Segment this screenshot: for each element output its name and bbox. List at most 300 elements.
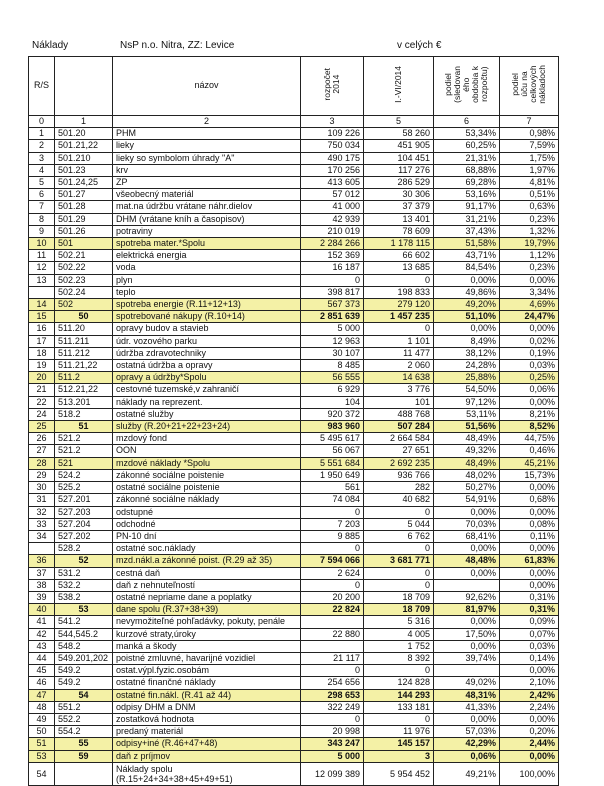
budget-value: 298 653 <box>301 689 364 701</box>
row-number: 51 <box>29 738 55 750</box>
ratio-value: 49,20% <box>434 299 500 311</box>
item-name: cestná daň <box>113 567 301 579</box>
account-code: 549.201,202 <box>55 652 113 664</box>
share-value: 2,24% <box>500 701 559 713</box>
table-row <box>29 177 559 189</box>
item-name: spotreba mater.*Spolu <box>113 238 301 250</box>
budget-value: 104 <box>301 396 364 408</box>
ratio-value: 81,97% <box>434 604 500 616</box>
share-value: 1,12% <box>500 250 559 262</box>
table-row <box>29 396 559 408</box>
row-number: 34 <box>29 530 55 542</box>
item-name: mzdový fond <box>113 433 301 445</box>
account-code: 549.2 <box>55 677 113 689</box>
ratio-value: 43,71% <box>434 250 500 262</box>
actual-value: 0 <box>364 543 434 555</box>
table-row <box>29 604 559 616</box>
account-code: 501.23 <box>55 164 113 176</box>
actual-value: 286 529 <box>364 177 434 189</box>
row-number: 45 <box>29 665 55 677</box>
budget-value: 210 019 <box>301 225 364 237</box>
item-name: nevymožiteľné pohľadávky, pokuty, penále <box>113 616 301 628</box>
row-number: 13 <box>29 274 55 286</box>
share-value: 45,21% <box>500 457 559 469</box>
actual-value: 1 101 <box>364 335 434 347</box>
actual-value: 5 044 <box>364 518 434 530</box>
ratio-value: 0,00% <box>434 506 500 518</box>
ratio-value: 41,33% <box>434 701 500 713</box>
col-header-budget: rozpočet 2014 <box>301 57 364 116</box>
account-code: 531.2 <box>55 567 113 579</box>
col-header-ratio: podiel (sledovan ého obdobia k rozpočtu) <box>434 57 500 116</box>
row-number: 1 <box>29 128 55 140</box>
row-number: 26 <box>29 433 55 445</box>
item-name: poistné zmluvné, havarijné vozidiel <box>113 652 301 664</box>
table-row <box>29 665 559 677</box>
budget-value: 152 369 <box>301 250 364 262</box>
account-code: 511.20 <box>55 323 113 335</box>
item-name: služby (R.20+21+22+23+24) <box>113 421 301 433</box>
item-name: daň z nehnuteľností <box>113 579 301 591</box>
col-header-account <box>55 57 113 116</box>
row-number: 54 <box>29 762 55 785</box>
budget-value <box>301 640 364 652</box>
ratio-value: 42,29% <box>434 738 500 750</box>
item-name: spotrebované nákupy (R.10+14) <box>113 311 301 323</box>
table-row <box>29 213 559 225</box>
account-code: 53 <box>55 604 113 616</box>
table-row <box>29 738 559 750</box>
item-name: krv <box>113 164 301 176</box>
item-name: ostatné nepriame dane a poplatky <box>113 591 301 603</box>
actual-value: 27 651 <box>364 445 434 457</box>
account-code: 51 <box>55 421 113 433</box>
account-code: 501.27 <box>55 189 113 201</box>
row-number: 7 <box>29 201 55 213</box>
row-number: 48 <box>29 701 55 713</box>
table-row <box>29 408 559 420</box>
budget-value: 20 200 <box>301 591 364 603</box>
account-code: 511.2 <box>55 372 113 384</box>
account-code: 524.2 <box>55 469 113 481</box>
row-number: 42 <box>29 628 55 640</box>
table-row <box>29 323 559 335</box>
item-name: plyn <box>113 274 301 286</box>
item-name: ostatné služby <box>113 408 301 420</box>
item-name: voda <box>113 262 301 274</box>
ratio-value: 97,12% <box>434 396 500 408</box>
ratio-value: 53,34% <box>434 128 500 140</box>
table-row <box>29 506 559 518</box>
actual-value: 282 <box>364 482 434 494</box>
row-number <box>29 286 55 298</box>
account-code: 513.201 <box>55 396 113 408</box>
ratio-value: 48,49% <box>434 433 500 445</box>
table-row <box>29 640 559 652</box>
table-row <box>29 482 559 494</box>
item-name: náklady na reprezent. <box>113 396 301 408</box>
ratio-value <box>434 665 500 677</box>
table-row <box>29 628 559 640</box>
row-number: 8 <box>29 213 55 225</box>
ratio-value: 84,54% <box>434 262 500 274</box>
share-value: 0,14% <box>500 652 559 664</box>
share-value: 4,69% <box>500 299 559 311</box>
ratio-value: 38,12% <box>434 347 500 359</box>
actual-value: 0 <box>364 567 434 579</box>
organization-label: NsP n.o. Nitra, ZZ: Levice <box>120 40 235 51</box>
budget-value: 56 555 <box>301 372 364 384</box>
account-code: 527.201 <box>55 494 113 506</box>
item-name: ostatná údržba a opravy <box>113 360 301 372</box>
actual-value: 3 776 <box>364 384 434 396</box>
row-number: 29 <box>29 469 55 481</box>
row-number: 32 <box>29 506 55 518</box>
table-row <box>29 384 559 396</box>
item-name: odchodné <box>113 518 301 530</box>
item-name: PN-10 dní <box>113 530 301 542</box>
budget-value: 170 256 <box>301 164 364 176</box>
actual-value: 488 768 <box>364 408 434 420</box>
share-value: 0,00% <box>500 396 559 408</box>
account-code: 501.26 <box>55 225 113 237</box>
ratio-value: 37,43% <box>434 225 500 237</box>
item-name: manká a škody <box>113 640 301 652</box>
budget-value: 74 084 <box>301 494 364 506</box>
row-number: 41 <box>29 616 55 628</box>
item-name: PHM <box>113 128 301 140</box>
share-value: 1,75% <box>500 152 559 164</box>
ratio-value: 49,21% <box>434 762 500 785</box>
actual-value: 11 976 <box>364 726 434 738</box>
ratio-value: 0,00% <box>434 713 500 725</box>
row-number: 17 <box>29 335 55 347</box>
item-name: kurzové straty,úroky <box>113 628 301 640</box>
budget-value: 1 950 649 <box>301 469 364 481</box>
table-row <box>29 457 559 469</box>
row-number: 10 <box>29 238 55 250</box>
account-code: 502 <box>55 299 113 311</box>
ratio-value: 70,03% <box>434 518 500 530</box>
actual-value: 0 <box>364 274 434 286</box>
actual-value: 124 828 <box>364 677 434 689</box>
account-code: 541.2 <box>55 616 113 628</box>
account-code: 554.2 <box>55 726 113 738</box>
item-name: odpisy DHM a DNM <box>113 701 301 713</box>
item-name: lieky so symbolom úhrady "A" <box>113 152 301 164</box>
budget-value: 2 624 <box>301 567 364 579</box>
row-number: 31 <box>29 494 55 506</box>
budget-value: 398 817 <box>301 286 364 298</box>
budget-value: 561 <box>301 482 364 494</box>
actual-value: 4 005 <box>364 628 434 640</box>
table-row <box>29 494 559 506</box>
budget-value: 8 485 <box>301 360 364 372</box>
row-number: 5 <box>29 177 55 189</box>
account-code: 502.24 <box>55 286 113 298</box>
row-number: 22 <box>29 396 55 408</box>
actual-value: 1 178 115 <box>364 238 434 250</box>
budget-value: 2 851 639 <box>301 311 364 323</box>
table-row <box>29 677 559 689</box>
budget-value: 41 000 <box>301 201 364 213</box>
budget-value: 12 963 <box>301 335 364 347</box>
row-number: 18 <box>29 347 55 359</box>
actual-value: 2 692 235 <box>364 457 434 469</box>
account-code: 501.29 <box>55 213 113 225</box>
account-code: 549.2 <box>55 665 113 677</box>
account-code: 502.23 <box>55 274 113 286</box>
ratio-value: 0,00% <box>434 543 500 555</box>
ratio-value: 51,56% <box>434 421 500 433</box>
ratio-value: 68,88% <box>434 164 500 176</box>
table-row <box>29 579 559 591</box>
table-row <box>29 530 559 542</box>
share-value: 0,03% <box>500 360 559 372</box>
col-header-actual: I.-VI/2014 <box>364 57 434 116</box>
account-code: 532.2 <box>55 579 113 591</box>
share-value: 0,03% <box>500 640 559 652</box>
row-number: 14 <box>29 299 55 311</box>
share-value: 8,52% <box>500 421 559 433</box>
budget-value: 983 960 <box>301 421 364 433</box>
row-number: 50 <box>29 726 55 738</box>
item-name: mzdové náklady *Spolu <box>113 457 301 469</box>
share-value: 4,81% <box>500 177 559 189</box>
share-value: 15,73% <box>500 469 559 481</box>
share-value: 0,00% <box>500 506 559 518</box>
row-number: 47 <box>29 689 55 701</box>
section-title: Náklady <box>32 40 69 51</box>
actual-value: 18 709 <box>364 591 434 603</box>
ratio-value: 49,86% <box>434 286 500 298</box>
row-number: 11 <box>29 250 55 262</box>
actual-value: 117 276 <box>364 164 434 176</box>
table-row <box>29 140 559 152</box>
share-value: 0,00% <box>500 713 559 725</box>
actual-value: 3 <box>364 750 434 762</box>
table-row <box>29 335 559 347</box>
account-code: 52 <box>55 555 113 567</box>
share-value: 0,00% <box>500 482 559 494</box>
table-row <box>29 128 559 140</box>
ratio-value: 0,00% <box>434 323 500 335</box>
table-row <box>29 360 559 372</box>
actual-value: 18 709 <box>364 604 434 616</box>
row-number: 9 <box>29 225 55 237</box>
actual-value: 14 638 <box>364 372 434 384</box>
item-name: DHM (vrátane kníh a časopisov) <box>113 213 301 225</box>
row-number: 3 <box>29 152 55 164</box>
budget-value: 0 <box>301 579 364 591</box>
col-header-name: názov <box>113 57 301 116</box>
ratio-value: 48,49% <box>434 457 500 469</box>
account-code: 501.24,25 <box>55 177 113 189</box>
item-name: údr. vozového parku <box>113 335 301 347</box>
actual-value: 40 682 <box>364 494 434 506</box>
table-row <box>29 189 559 201</box>
item-name: predaný materiál <box>113 726 301 738</box>
budget-value: 5 000 <box>301 323 364 335</box>
ratio-value: 54,50% <box>434 384 500 396</box>
account-code: 512.21,22 <box>55 384 113 396</box>
budget-value: 42 939 <box>301 213 364 225</box>
account-code: 528.2 <box>55 543 113 555</box>
item-name: ostat.výpl.fyzic.osobám <box>113 665 301 677</box>
ratio-value: 92,62% <box>434 591 500 603</box>
account-code: 501.21,22 <box>55 140 113 152</box>
share-value: 0,63% <box>500 201 559 213</box>
share-value: 2,42% <box>500 689 559 701</box>
ratio-value: 57,03% <box>434 726 500 738</box>
budget-value: 343 247 <box>301 738 364 750</box>
share-value: 24,47% <box>500 311 559 323</box>
actual-value: 451 905 <box>364 140 434 152</box>
budget-value: 21 117 <box>301 652 364 664</box>
share-value: 0,25% <box>500 372 559 384</box>
item-name: ostatné finančné náklady <box>113 677 301 689</box>
ratio-value: 53,16% <box>434 189 500 201</box>
item-name: ZP <box>113 177 301 189</box>
item-name: odpisy+iné (R.46+47+48) <box>113 738 301 750</box>
share-value: 0,31% <box>500 604 559 616</box>
row-number: 28 <box>29 457 55 469</box>
row-number: 4 <box>29 164 55 176</box>
ratio-value: 0,06% <box>434 750 500 762</box>
ratio-value: 17,50% <box>434 628 500 640</box>
budget-value: 5 551 684 <box>301 457 364 469</box>
actual-value: 2 060 <box>364 360 434 372</box>
budget-value: 16 187 <box>301 262 364 274</box>
row-number: 44 <box>29 652 55 664</box>
table-row <box>29 347 559 359</box>
table-row <box>29 286 559 298</box>
actual-value: 101 <box>364 396 434 408</box>
share-value: 0,00% <box>500 567 559 579</box>
ratio-value: 91,17% <box>434 201 500 213</box>
ratio-value: 49,32% <box>434 445 500 457</box>
account-code: 50 <box>55 311 113 323</box>
row-number: 16 <box>29 323 55 335</box>
ratio-value: 54,91% <box>434 494 500 506</box>
table-row <box>29 262 559 274</box>
budget-value: 413 605 <box>301 177 364 189</box>
budget-value: 490 175 <box>301 152 364 164</box>
table-row <box>29 311 559 323</box>
row-number: 30 <box>29 482 55 494</box>
budget-value: 5 495 617 <box>301 433 364 445</box>
share-value: 0,31% <box>500 591 559 603</box>
item-name: ostatné fin.nákl. (R.41 až 44) <box>113 689 301 701</box>
ratio-value: 49,02% <box>434 677 500 689</box>
actual-value: 0 <box>364 579 434 591</box>
ratio-value: 0,00% <box>434 274 500 286</box>
table-row <box>29 372 559 384</box>
actual-value: 198 833 <box>364 286 434 298</box>
ratio-value: 51,58% <box>434 238 500 250</box>
account-code: 54 <box>55 689 113 701</box>
share-value: 61,83% <box>500 555 559 567</box>
budget-value: 22 880 <box>301 628 364 640</box>
unit-label: v celých € <box>397 40 442 51</box>
account-code: 501.210 <box>55 152 113 164</box>
share-value: 0,23% <box>500 262 559 274</box>
ratio-value: 25,88% <box>434 372 500 384</box>
actual-value: 5 316 <box>364 616 434 628</box>
row-number: 53 <box>29 750 55 762</box>
table-row <box>29 726 559 738</box>
actual-value: 5 954 452 <box>364 762 434 785</box>
share-value: 100,00% <box>500 762 559 785</box>
actual-value: 507 284 <box>364 421 434 433</box>
item-name: mzd.nákl.a zákonné poist. (R.29 až 35) <box>113 555 301 567</box>
share-value: 0,11% <box>500 530 559 542</box>
actual-value: 0 <box>364 323 434 335</box>
item-name: Náklady spolu (R.15+24+34+38+45+49+51) <box>113 762 301 785</box>
item-name: OON <box>113 445 301 457</box>
row-number: 20 <box>29 372 55 384</box>
ratio-value: 48,02% <box>434 469 500 481</box>
item-name: zákonné sociálne poistenie <box>113 469 301 481</box>
account-code: 551.2 <box>55 701 113 713</box>
share-value: 0,00% <box>500 665 559 677</box>
actual-value: 0 <box>364 665 434 677</box>
account-code: 55 <box>55 738 113 750</box>
row-number: 2 <box>29 140 55 152</box>
share-value: 0,00% <box>500 274 559 286</box>
share-value: 0,09% <box>500 616 559 628</box>
actual-value: 0 <box>364 506 434 518</box>
actual-value: 2 664 584 <box>364 433 434 445</box>
budget-value: 109 226 <box>301 128 364 140</box>
item-name: ostatné soc.náklady <box>113 543 301 555</box>
share-value: 0,51% <box>500 189 559 201</box>
share-value: 0,20% <box>500 726 559 738</box>
table-row <box>29 750 559 762</box>
share-value: 0,46% <box>500 445 559 457</box>
table-row <box>29 225 559 237</box>
budget-value: 12 099 389 <box>301 762 364 785</box>
ratio-value: 51,10% <box>434 311 500 323</box>
share-value: 1,97% <box>500 164 559 176</box>
table-row <box>29 299 559 311</box>
actual-value: 78 609 <box>364 225 434 237</box>
actual-value: 13 685 <box>364 262 434 274</box>
row-number: 43 <box>29 640 55 652</box>
actual-value: 144 293 <box>364 689 434 701</box>
actual-value: 1 752 <box>364 640 434 652</box>
share-value: 0,07% <box>500 628 559 640</box>
budget-value: 0 <box>301 713 364 725</box>
ratio-value: 48,48% <box>434 555 500 567</box>
share-value: 8,21% <box>500 408 559 420</box>
item-name: elektrická energia <box>113 250 301 262</box>
row-number: 12 <box>29 262 55 274</box>
item-name: dane spolu (R.37+38+39) <box>113 604 301 616</box>
row-number: 38 <box>29 579 55 591</box>
budget-value: 2 284 266 <box>301 238 364 250</box>
budget-value: 7 203 <box>301 518 364 530</box>
share-value: 0,00% <box>500 323 559 335</box>
ratio-value: 50,27% <box>434 482 500 494</box>
row-number: 33 <box>29 518 55 530</box>
table-row <box>29 567 559 579</box>
actual-value: 30 306 <box>364 189 434 201</box>
budget-value: 920 372 <box>301 408 364 420</box>
item-name: odstupné <box>113 506 301 518</box>
account-code: 521.2 <box>55 433 113 445</box>
table-row <box>29 713 559 725</box>
